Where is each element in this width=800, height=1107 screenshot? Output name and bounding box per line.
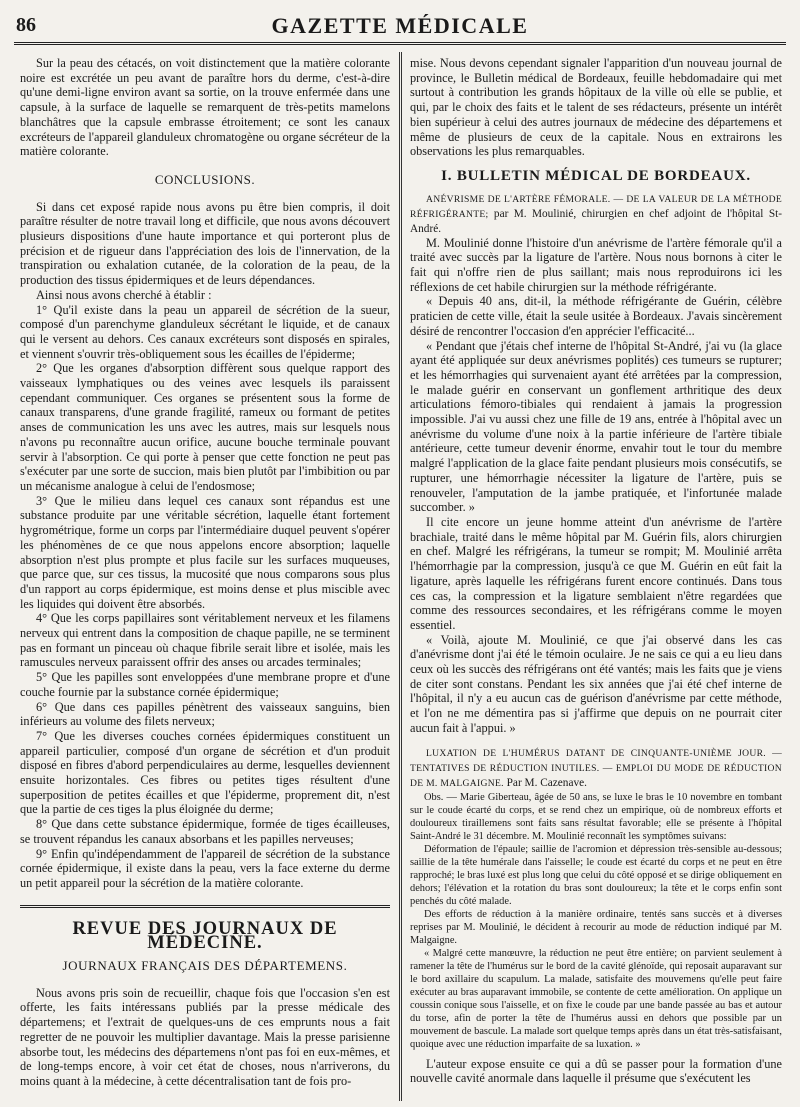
quote-paragraph: « Depuis 40 ans, dit-il, la méthode réfrigérante de Guérin, célèbre praticien de cette ville, était la seule usitée à Bordeaux. J'avais sincèrement désiré de rencontrer l'occasion d'en apprécier l'efficacité... bbox=[410, 294, 782, 338]
observation-paragraph: Déformation de l'épaule; saillie de l'acromion et dépression très-sensible au-dessous; saillie de la tête humérale dans l'aisselle; le coude est écarté du corps et ne peut en être rapproché; le bras luxé est plus long que celui du côté opposé et se dirige obliquement en dehors; l'élévation et la rotation du bras sont douloureux; la tête et le corps enfin sont penchés du côté malade. bbox=[410, 843, 782, 907]
left-column bbox=[20, 56, 390, 1089]
conclusion-item: 9° Enfin qu'indépendamment de l'appareil de sécrétion de la substance cornée épidermique, il existe dans la peau, vers la face externe du derme un petit appareil pour la sécrétion de la matière colorante. bbox=[20, 846, 390, 890]
article-title-aneurysm bbox=[410, 192, 782, 236]
article-title-caps: LUXATION DE L'HUMÉRUS DATANT DE CINQUANTE-UNIÈME JOUR. — TENTATIVES DE RÉDUCTION INUTILES. — EMPLOI DU MODE DE RÉDUCTION DE M. MALGAIGNE. bbox=[410, 747, 782, 789]
conclusion-item: 5° Que les papilles sont enveloppées d'une membrane propre et d'une couche fournie par la substance cornée épidermique; bbox=[20, 670, 390, 699]
observation-block bbox=[410, 791, 782, 1051]
continued-paragraph: mise. Nous devons cependant signaler l'apparition d'un nouveau journal de province, le Bulletin médical de Bordeaux, feuille hebdomadaire qui met surtout à contribution les grands hôpitaux de la ville où elle se publie, et qui, par le choix des faits et le talent de ses rédacteurs, présente un intérêt bien supérieur à celui des autres journaux de médecine des départemens et même de plusieurs de ceux de la capitale. Nous en extrairons les observations les plus remarquables. bbox=[410, 56, 782, 159]
conclusion-item: 1° Qu'il existe dans la peau un appareil de sécrétion de la sueur, composé d'un parenchyme glanduleux sécrétant le liquide, et de canaux qui le versent au dehors. Ces canaux excréteurs sont disposés en spirales, et viennent s'ouvrir très-obliquement sous les écailles de l'épiderme; bbox=[20, 302, 390, 361]
aneurysm-paragraph: Il cite encore un jeune homme atteint d'un anévrisme de l'artère brachiale, traité dans le même hôpital par M. Guérin fils, alors chirurgien en chef. Malgré les réfrigérans, la tumeur se rompit; M. Moulinié arrêta l'hémorrhagie par la compression, jusqu'à ce que M. Guérin en eût fait la ligature, après laquelle les réfrigérans furent encore continués. Dans tous ces cas, la compression et la ligature semblaient n'être regardées que comme des ressources secondaires, et les réfrigérans comme le moyen essentiel. bbox=[410, 514, 782, 632]
page-number: 86 bbox=[16, 14, 36, 36]
article-title-luxation bbox=[410, 746, 782, 791]
revue-subtitle: JOURNAUX FRANÇAIS DES DÉPARTEMENS. bbox=[62, 958, 348, 974]
article-title-author: par M. Moulinié, chirurgien en chef adjoint de l'hôpital St-André. bbox=[410, 207, 783, 235]
revue-paragraph: Nous avons pris soin de recueillir, chaque fois que l'occasion s'en est offerte, les faits intéressans publiés par la presse médicale des départemens; et l'extrait de quelques-uns de ces emprunts nous a fait regretter de ne pouvoir les multiplier davantage. Mais la presse parisienne absorbe tout, les médecins des départemens n'ont pas foi en eux-mêmes, et de long-temps encore, à voir cet état de choses, nous n'arriverons, du moins quant à la médecine, à cette décentralisation tant de fois pro- bbox=[20, 985, 390, 1088]
conclusion-item: 6° Que dans ces papilles pénètrent des vaisseaux sanguins, bien inférieurs au volume des filets nerveux; bbox=[20, 699, 390, 729]
conclusions-lead: Ainsi nous avons cherché à établir : bbox=[36, 287, 212, 302]
intro-paragraph: Sur la peau des cétacés, on voit distinctement que la matière colorante noire est excrétée un peu avant de paraître hors du derme, c'est-à-dire qu'une demi-ligne environ avant sa sortie, on la trouve enfermée dans une capsule, à la surface de laquelle se remarquent de très-petits mamelons blanchâtres que la capsule embrasse étroitement; ce sont les canaux excréteurs de l'appareil glanduleux chromatogène ou organe sécréteur de la matière colorante. bbox=[20, 56, 390, 159]
article-title-caps: ANÉVRISME DE L'ARTÈRE FÉMORALE. — DE LA VALEUR DE LA MÉTHODE RÉFRIGÉRANTE; bbox=[410, 193, 782, 220]
conclusion-item: 8° Que dans cette substance épidermique, formée de tiges écailleuses, se trouvent répandus les canaux absorbans et les papilles nerveuses; bbox=[20, 817, 390, 846]
bulletin-heading: I. BULLETIN MÉDICAL DE BORDEAUX. bbox=[441, 167, 751, 184]
conclusion-item: 2° Que les organes d'absorption diffèrent sous quelque rapport des vaisseaux lymphatiques ou des veines avec lesquels ils paraissent cependant communiquer. Ces organes se présentent sous la forme de canaux transparens, d'une grande fragilité, rameux ou formant de petites anses de communication les uns avec les autres, mais sur lesquels nous n'avons pu reconnaître aucun orifice, aucune bouche terminale pouvant servir à l'absorption. Ce qui porte à penser que cette fonction ne peut pas s'exécuter par une sorte de succion, mais bien plutôt par l'imbibition ou par un mécanisme analogue à celui de l'endosmose; bbox=[20, 361, 390, 493]
conclusion-item: 7° Que les diverses couches cornées épidermiques constituent un appareil particulier, composé d'un organe de sécrétion et d'un produit disposé en fibres d'abord perpendiculaires au derme, lesquelles deviennent ensuite horizontales. Ces fibres ou petites tiges résultent d'une superposition de petites écailles et que l'épiderme, proprement dit, n'est que la partie de ces tiges la plus éloignée du derme; bbox=[20, 728, 390, 817]
conclusions-paragraph: Si dans cet exposé rapide nous avons pu être bien compris, il doit paraître résulter de notre travail long et difficile, que nous avons découvert plusieurs dispositions d'une haute importance et qui porteront plus de précision et de rigueur dans l'appréciation des lois de l'innervation, de la transpiration ou exhalation cutanée, de la coloration de la peau, de la production des tissus épidermiques et de leurs dépendances. bbox=[20, 199, 390, 288]
observation-paragraph: Obs. — Marie Giberteau, âgée de 50 ans, se luxe le bras le 10 novembre en tombant sur le coude écarté du corps, et se rend chez un empirique, où de nombreux efforts et douloureux tiraillemens sont faits sans résultat favorable; elle se présente à l'hôpital Saint-André le 31 décembre. M. Moulinié reconnaît les symptômes suivans: bbox=[410, 791, 782, 842]
page-header bbox=[14, 10, 786, 44]
header-rule bbox=[14, 42, 786, 45]
revue-title: REVUE DES JOURNAUX DE MÉDECINE. bbox=[72, 918, 338, 954]
conclusion-item: 4° Que les corps papillaires sont véritablement nerveux et les filamens nerveux qui entrent dans la composition de chaque papille, ne se terminent pas en formant un pinceau où chaque fibrile serait libre et isolée, mais les ramuscules nerveux paraissent offrir des anses ou arcades terminales; bbox=[20, 611, 390, 670]
observation-paragraph: Des efforts de réduction à la manière ordinaire, tentés sans succès et à diverses reprises par M. Moulinié, le décident à recourir au mode de réduction indiqué par M. Malgaigne. bbox=[410, 908, 782, 946]
spacer bbox=[410, 736, 782, 746]
quote-paragraph: « Pendant que j'étais chef interne de l'hôpital St-André, j'ai vu (la glace ayant été appliquée sur deux anévrismes poplités) ces tumeurs se rupturer; et les hémorrhagies qui survenaient ayant été arrêtées par la compression, le malade guérir en conservant un gonflement arthritique des deux articulations fémoro-tibiales qui rendaient à jamais la progression impossible. J'ai vu aussi chez une fille de 19 ans, entrée à l'hôpital avec un anévrisme du volume d'une noix à la partie inférieure de l'artère tibiale antérieure, cette tumeur devenir énorme, envahir tout le tour du membre malgré l'application de la glace faite pendant plusieurs mois consécutifs, se rupturer, une hémorrhagie nécessiter la ligature de l'artère, puis se renouveler, l'amputation de la jambe pratiquée, et l'infortunée malade succomber. » bbox=[410, 338, 782, 515]
aneurysm-paragraph: M. Moulinié donne l'histoire d'un anévrisme de l'artère fémorale qu'il a traité avec succès par la ligature de l'artère. Nous nous bornons à citer le fait qui n'offre rien de plus saillant; mais nous reproduirons ici les réflexions de cet habile chirurgien sur la méthode réfrigérante. bbox=[410, 235, 782, 294]
conclusion-item: 3° Que le milieu dans lequel ces canaux sont répandus est une substance produite par une véritable sécrétion, laquelle étant fortement hygrométrique, forme un corps par l'intermédiaire duquel peuvent s'opérer les phénomènes de ce que nous appelons encore absorption; laquelle absorption n'est plus prompte et plus facile sur les surfaces muqueuses, que parce que, sur ces tissus, la mucosité que nous comparons sous plus d'un rapport au corps épidermique, est moins dense et plus miscible avec les liquides qui doivent être absorbés. bbox=[20, 493, 390, 611]
quote-paragraph: « Voilà, ajoute M. Moulinié, ce que j'ai observé dans les cas d'anévrisme dont j'ai été le témoin oculaire. Je ne sais ce qui a eu lieu dans ceux où les succès des réfrigérans ont été vantés; mais les faits que je viens de citer sont constans. Pendant les six années que j'ai été chef interne de l'hôpital, il n'y a eu aucun cas de guérison d'anévrisme par cette méthode, et l'on ne me démentira pas si j'affirme que depuis on ne pourrait citer aucun fait à l'appui. » bbox=[410, 632, 782, 735]
observation-paragraph: « Malgré cette manœuvre, la réduction ne peut être entière; on parvient seulement à ramener la tête de l'humérus sur le bord de la cavité glénoïde, qui reposait auparavant sur le bord axillaire du scapulum. La malade, satisfaite des mouvemens qu'elle peut faire exécuter au bras auparavant immobile, se contente de cette amélioration. On applique un coussin conique sous l'aisselle, et on fixe le coude par une bande passée au bas et autour du torse, afin de porter la tête de l'humérus aussi en dehors que possible par un mouvement de bascule. La malade sort quelque temps après dans un état très-satisfaisant, quoique avec une réduction imparfaite de sa luxation. » bbox=[410, 947, 782, 1050]
article-title-author: Par M. Cazenave. bbox=[506, 776, 587, 789]
column-divider bbox=[399, 52, 402, 1101]
section-rule bbox=[20, 905, 390, 908]
conclusions-heading: CONCLUSIONS. bbox=[154, 171, 256, 187]
journal-title: GAZETTE MÉDICALE bbox=[271, 13, 529, 38]
right-column bbox=[410, 56, 782, 1086]
final-paragraph: L'auteur expose ensuite ce qui a dû se passer pour la formation d'une nouvelle cavité anormale dans laquelle il présume que s'exécutent les bbox=[410, 1056, 782, 1086]
